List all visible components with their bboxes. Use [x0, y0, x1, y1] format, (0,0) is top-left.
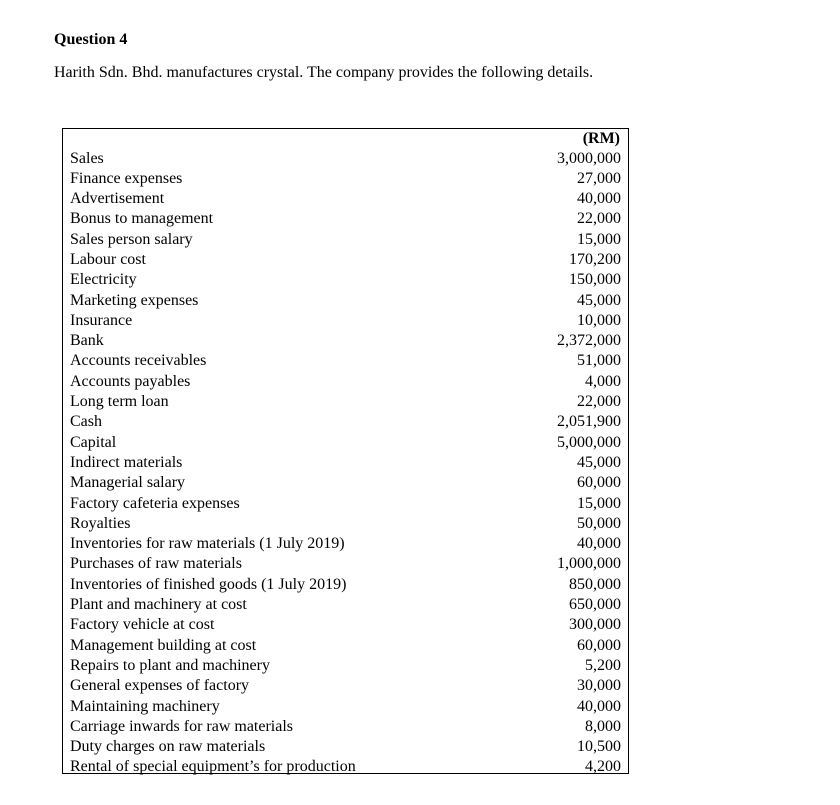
table-row: [63, 656, 628, 676]
question-title: Question 4: [54, 31, 128, 48]
row-amount: 45,000: [577, 453, 621, 471]
row-label: Capital: [70, 433, 117, 451]
row-amount: 8,000: [585, 717, 621, 735]
row-amount: 150,000: [569, 271, 621, 289]
row-label: Accounts receivables: [70, 352, 207, 370]
details-table: [62, 128, 629, 774]
row-label: Sales person salary: [70, 230, 193, 248]
row-label: Marketing expenses: [70, 291, 199, 309]
table-row: [63, 250, 628, 270]
table-row: [63, 149, 628, 169]
table-row: [63, 230, 628, 250]
row-amount: 650,000: [569, 596, 621, 614]
table-row: [63, 311, 628, 331]
row-label: Carriage inwards for raw materials: [70, 717, 294, 735]
row-amount: 40,000: [577, 535, 621, 553]
row-label: Sales: [70, 149, 104, 167]
row-amount: 30,000: [577, 677, 621, 695]
row-amount: 1,000,000: [557, 555, 621, 573]
row-amount: 170,200: [569, 250, 621, 268]
row-amount: 15,000: [577, 230, 621, 248]
row-amount: 15,000: [577, 494, 621, 512]
row-amount: 45,000: [577, 291, 621, 309]
table-row: [63, 291, 628, 311]
row-amount: 60,000: [577, 636, 621, 654]
row-label: Managerial salary: [70, 474, 186, 492]
row-label: Electricity: [70, 271, 137, 289]
row-amount: 2,372,000: [557, 332, 621, 350]
row-amount: 300,000: [569, 616, 621, 634]
table-row: [63, 392, 628, 412]
row-amount: 5,000,000: [557, 433, 621, 451]
row-label: Duty charges on raw materials: [70, 738, 266, 756]
table-row: [63, 575, 628, 595]
table-row: [63, 717, 628, 737]
row-amount: 2,051,900: [557, 413, 621, 431]
table-row: [63, 169, 628, 189]
row-label: Management building at cost: [70, 636, 257, 654]
row-label: Finance expenses: [70, 169, 183, 187]
row-label: Royalties: [70, 514, 131, 532]
row-amount: 22,000: [577, 393, 621, 411]
row-amount: 27,000: [577, 169, 621, 187]
table-row: [63, 737, 628, 757]
table-row: [63, 757, 628, 777]
question-intro: Harith Sdn. Bhd. manufactures crystal. The company provides the following details.: [54, 64, 594, 81]
row-amount: 10,000: [577, 311, 621, 329]
table-row: [63, 554, 628, 574]
row-amount: 10,500: [577, 738, 621, 756]
row-amount: 60,000: [577, 474, 621, 492]
row-label: Purchases of raw materials: [70, 555, 242, 573]
row-label: Labour cost: [70, 250, 146, 268]
row-amount: 40,000: [577, 190, 621, 208]
row-amount: 50,000: [577, 514, 621, 532]
row-amount: 51,000: [577, 352, 621, 370]
row-label: Long term loan: [70, 393, 169, 411]
row-label: General expenses of factory: [70, 677, 250, 695]
table-row: [63, 331, 628, 351]
row-label: Indirect materials: [70, 453, 183, 471]
row-amount: 40,000: [577, 697, 621, 715]
table-row: [63, 209, 628, 229]
row-amount: 5,200: [585, 656, 621, 674]
row-label: Accounts payables: [70, 372, 191, 390]
row-amount: 22,000: [577, 210, 621, 228]
table-row: [63, 412, 628, 432]
row-label: Maintaining machinery: [70, 697, 220, 715]
row-label: Repairs to plant and machinery: [70, 656, 270, 674]
table-row: [63, 514, 628, 534]
row-label: Bank: [70, 332, 104, 350]
row-label: Inventories of finished goods (1 July 2019): [70, 575, 347, 593]
table-row: [63, 473, 628, 493]
row-amount: 4,000: [585, 372, 621, 390]
row-amount: 4,200: [585, 758, 621, 776]
row-label: Factory vehicle at cost: [70, 616, 215, 634]
table-row: [63, 433, 628, 453]
table-row: [63, 636, 628, 656]
table-row: [63, 372, 628, 392]
table-row: [63, 534, 628, 554]
row-label: Plant and machinery at cost: [70, 596, 247, 614]
row-amount: 850,000: [569, 575, 621, 593]
row-label: Inventories for raw materials (1 July 2019): [70, 535, 345, 553]
table-row: [63, 494, 628, 514]
table-row: [63, 351, 628, 371]
row-label: Factory cafeteria expenses: [70, 494, 240, 512]
row-amount: 3,000,000: [557, 149, 621, 167]
row-label: Rental of special equipment’s for production: [70, 758, 356, 776]
row-label: Insurance: [70, 311, 133, 329]
table-row: [63, 615, 628, 635]
table-row: [63, 697, 628, 717]
row-label: Bonus to management: [70, 210, 214, 228]
table-row: [63, 189, 628, 209]
table-row: [63, 595, 628, 615]
table-row: [63, 453, 628, 473]
table-row: [63, 270, 628, 290]
row-label: Advertisement: [70, 190, 165, 208]
table-rows: [63, 149, 628, 778]
table-row: [63, 676, 628, 696]
row-label: Cash: [70, 413, 102, 431]
unit-header: (RM): [582, 130, 620, 147]
